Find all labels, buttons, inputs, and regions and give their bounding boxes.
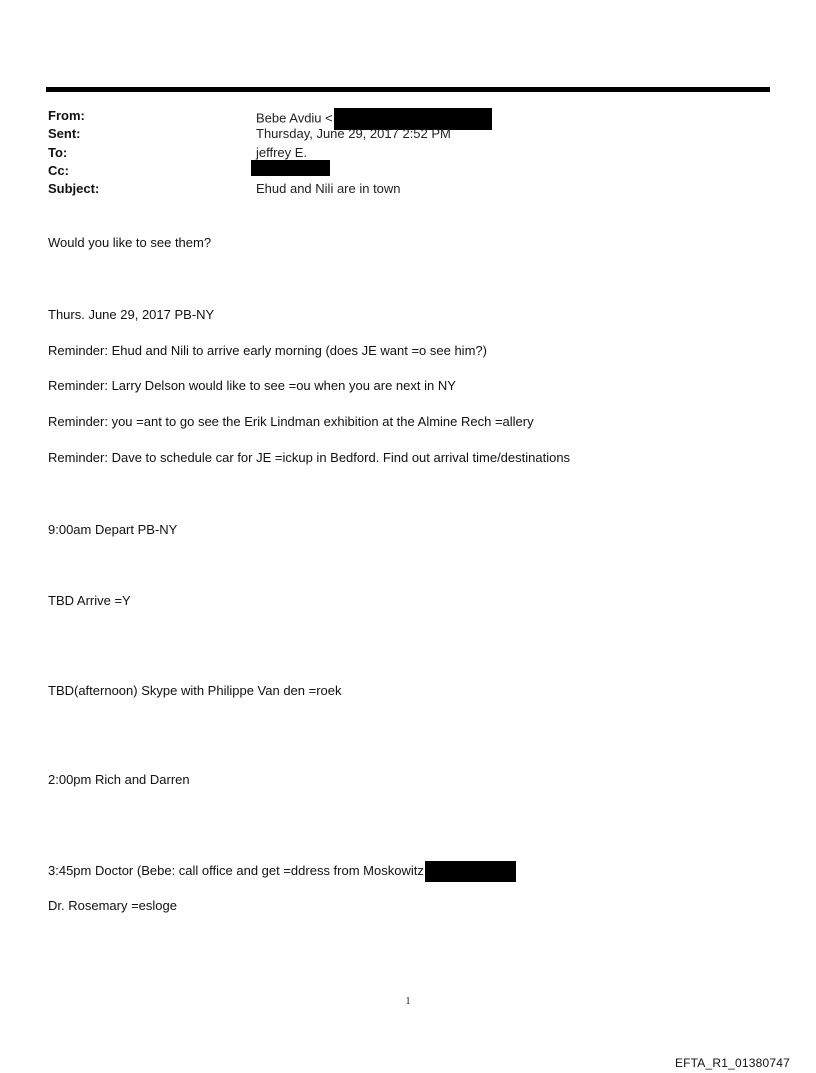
schedule-item: 9:00am Depart PB-NY [48,522,178,537]
schedule-item: 2:00pm Rich and Darren [48,772,190,787]
from-label: From: [48,108,85,123]
from-name: Bebe Avdiu < [256,110,333,126]
reminder-line: Reminder: you =ant to go see the Erik Lindman exhibition at the Almine Rech =allery [48,414,534,429]
schedule-date: Thurs. June 29, 2017 PB-NY [48,307,215,322]
header-rule [46,87,770,92]
reminder-line: Reminder: Dave to schedule car for JE =ickup in Bedford. Find out arrival time/destinations [48,450,571,465]
cc-label: Cc: [48,163,69,178]
schedule-item-text: 3:45pm Doctor (Bebe: call office and get =ddress from Moskowitz [48,862,424,878]
sent-label: Sent: [48,126,81,141]
reminder-line: Reminder: Ehud and Nili to arrive early morning (does JE want =o see him?) [48,343,487,358]
subject-value: Ehud and Nili are in town [256,181,401,196]
schedule-item: TBD(afternoon) Skype with Philippe Van den =roek [48,683,342,698]
redaction-box [425,861,516,882]
subject-label: Subject: [48,181,100,196]
schedule-item [48,861,516,882]
reminder-line: Reminder: Larry Delson would like to see =ou when you are next in NY [48,378,456,393]
bates-number: EFTA_R1_01380747 [674,1056,790,1070]
to-label: To: [48,145,68,160]
schedule-item: Dr. Rosemary =esloge [48,898,177,913]
page-number: 1 [405,996,411,1007]
body-greeting: Would you like to see them? [48,235,212,250]
to-value: jeffrey E. [256,145,308,160]
sent-value: Thursday, June 29, 2017 2:52 PM [256,126,451,141]
schedule-item: TBD Arrive =Y [48,593,131,608]
cc-redaction-box [251,160,330,176]
